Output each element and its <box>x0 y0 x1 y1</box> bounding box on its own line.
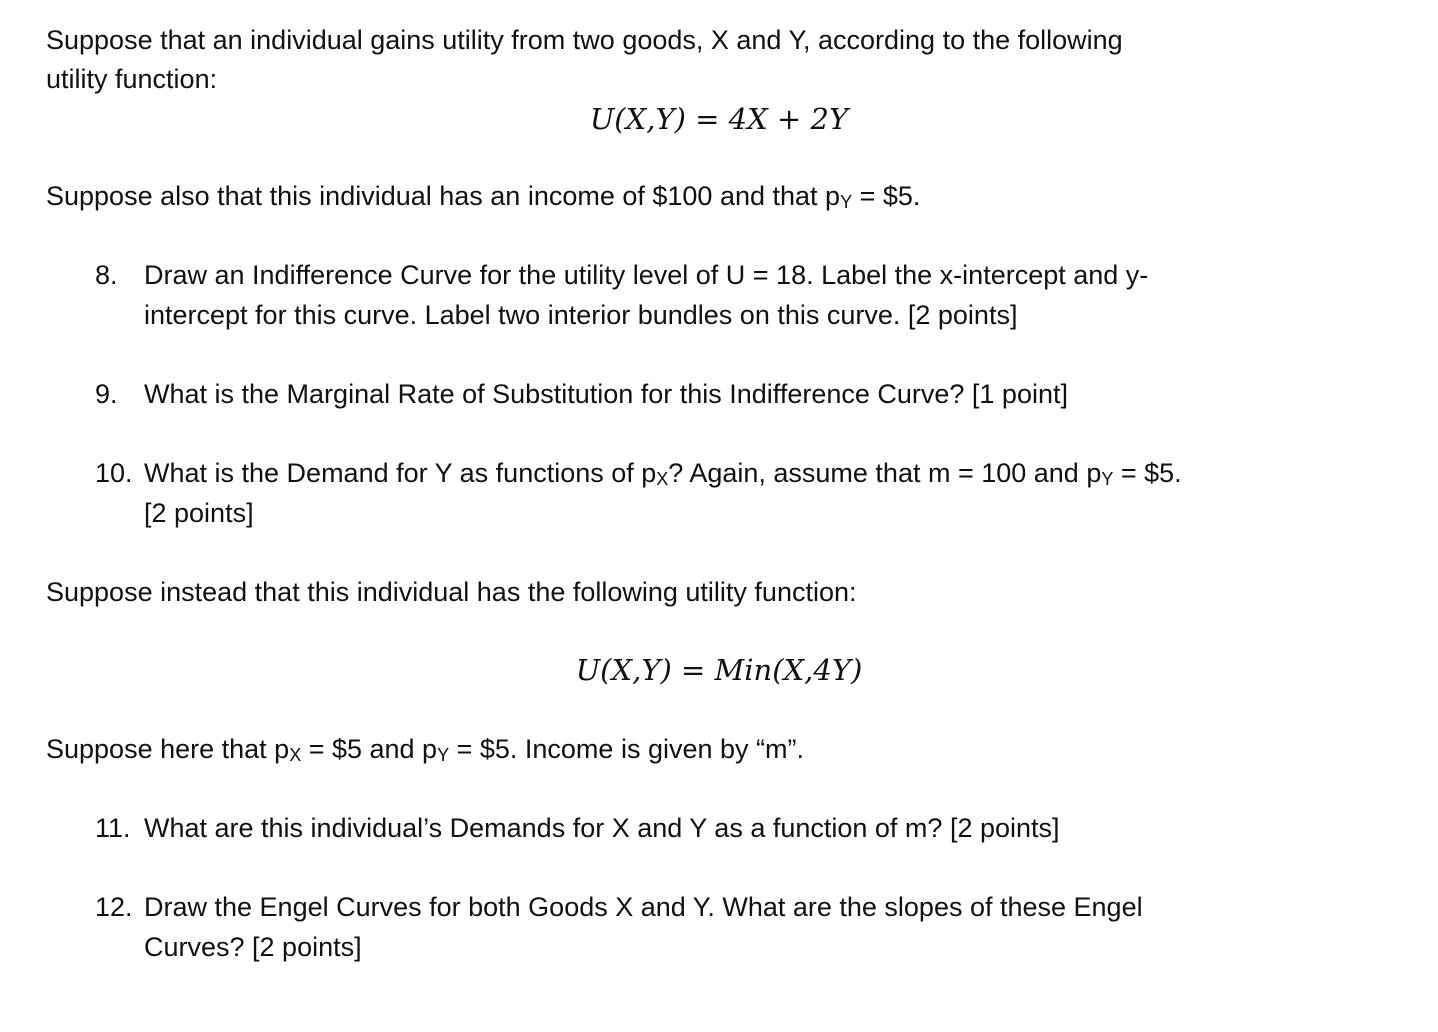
q10-text-a: What is the Demand for Y as functions of p <box>144 458 657 488</box>
equation-1-equals: = <box>695 102 720 136</box>
question-8-line-1: Draw an Indifference Curve for the utility level of U = 18. Label the x-intercept and y- <box>144 260 1149 290</box>
question-10-number: 10. <box>95 458 133 488</box>
question-9-number: 9. <box>95 379 118 409</box>
equation-1-plus: + <box>777 102 802 136</box>
equation-2-rhs: Min(X,4Y) <box>714 653 863 687</box>
question-10-line-2: [2 points] <box>144 498 254 528</box>
intro-line-1: Suppose that an individual gains utility from two goods, X and Y, according to the following <box>46 25 1123 55</box>
equation-1-term-b: 2Y <box>810 102 849 136</box>
question-10-line-1 <box>144 453 1182 499</box>
question-12-line-2: Curves? [2 points] <box>144 932 362 962</box>
prices-text-c: = $5. Income is given by “m”. <box>449 734 804 764</box>
equation-2-lhs: U(X,Y) <box>575 653 672 687</box>
utility-equation-2 <box>0 650 1438 690</box>
question-11-number: 11. <box>95 813 131 843</box>
income-line <box>46 176 920 222</box>
question-12-line-1: Draw the Engel Curves for both Goods X and Y. What are the slopes of these Engel <box>144 892 1143 922</box>
question-12-number: 12. <box>95 892 133 922</box>
prices-subscript-y: Y <box>437 745 450 765</box>
question-11-line-1: What are this individual’s Demands for X and Y as a function of m? [2 points] <box>144 813 1060 843</box>
q10-subscript-x: X <box>656 469 669 489</box>
question-8-number: 8. <box>95 260 118 290</box>
prices-subscript-x: X <box>289 745 302 765</box>
question-9-line-1: What is the Marginal Rate of Substitution for this Indifference Curve? [1 point] <box>144 379 1068 409</box>
question-8-line-2: intercept for this curve. Label two interior bundles on this curve. [2 points] <box>144 300 1018 330</box>
q10-text-c: = $5. <box>1113 458 1182 488</box>
q10-text-b: ? Again, assume that m = 100 and p <box>668 458 1102 488</box>
income-rest: = $5. <box>852 181 921 211</box>
equation-1-term-a: 4X <box>728 102 768 136</box>
q10-subscript-y: Y <box>1101 469 1114 489</box>
prices-text-b: = $5 and p <box>301 734 438 764</box>
utility-equation-1 <box>0 99 1438 139</box>
prices-text-a: Suppose here that p <box>46 734 290 764</box>
income-subscript: Y <box>840 192 853 212</box>
intro-line-2: utility function: <box>46 64 218 94</box>
prices-line <box>46 729 804 775</box>
equation-1-lhs: U(X,Y) <box>589 102 686 136</box>
equation-2-equals: = <box>681 653 706 687</box>
intro-2: Suppose instead that this individual has the following utility function: <box>46 577 857 607</box>
income-text: Suppose also that this individual has an income of $100 and that p <box>46 181 841 211</box>
